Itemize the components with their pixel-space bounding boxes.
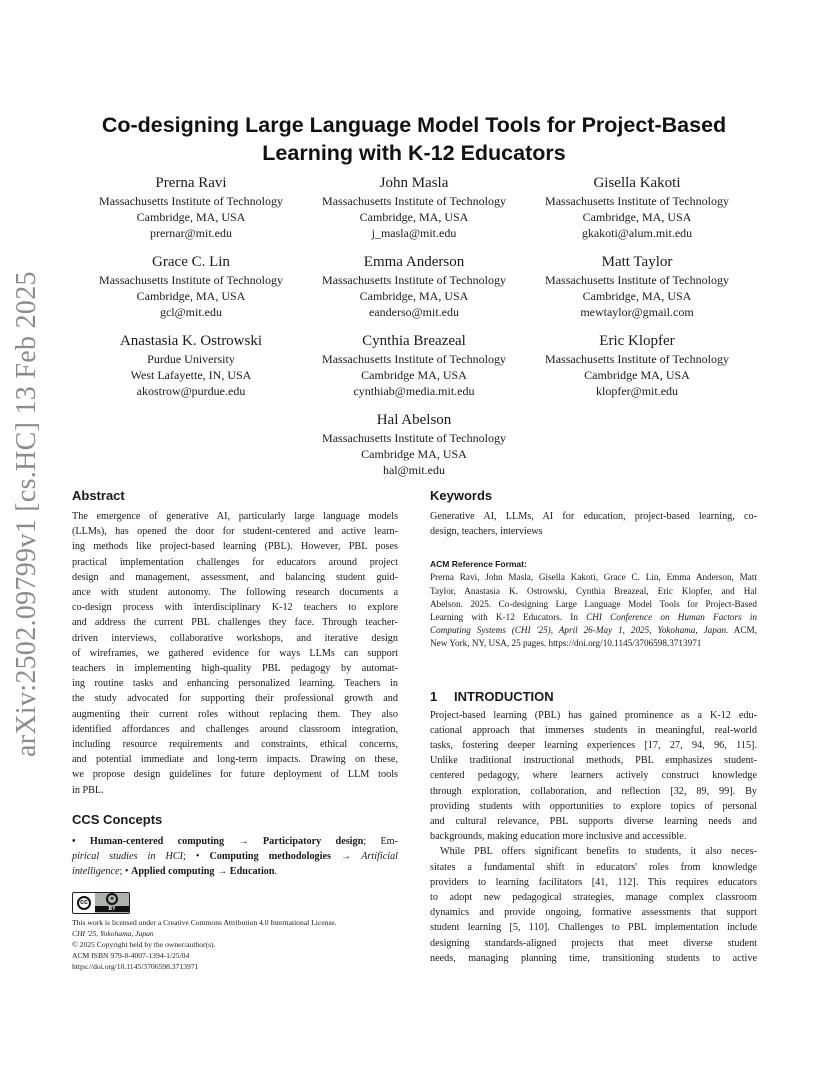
acm-ref-venue: CHI Conference on Human Factors in [586,612,757,623]
ccs-separator: ; • [183,851,210,863]
author-location: Cambridge, MA, USA [359,289,469,303]
author-email[interactable]: cynthiab@media.mit.edu [353,384,475,398]
abstract-line: The emergence of generative AI, particularly large language models [72,511,398,522]
abstract-line: and potential immediate and long-term impacts. Drawing on these, [72,754,398,766]
acm-ref-line: Prerna Ravi, John Masla, Gisella Kakoti, Grace C. Lin, Emma Anderson, Matt [430,572,757,583]
intro-line: dynamics and provide ongoing, formative assessments that support [430,907,757,919]
author-block [304,252,524,320]
author-affiliation: Massachusetts Institute of Technology [545,352,729,366]
author-location: Cambridge, MA, USA [136,210,246,224]
ccs-concept: Computing methodologies → [209,851,362,863]
author-email[interactable]: gcl@mit.edu [159,305,223,319]
author-location: Cambridge, MA, USA [136,289,246,303]
intro-line: through exploration, collaboration, and reflection [32, 89, 99]. By [430,785,757,797]
abstract-line: (LLMs), has opened the door for student-centered and active learn- [72,526,398,538]
author-affiliation: Massachusetts Institute of Technology [545,273,729,287]
intro-line: sitates a fundamental shift in educators' roles from knowledge [430,861,757,873]
cc-license-badge[interactable] [72,891,398,914]
intro-line: providers to learning facilitators [41, 112]. This requires educators [430,876,757,888]
author-block [527,252,747,320]
keywords-line: Generative AI, LLMs, AI for education, project-based learning, co- [430,511,757,522]
acm-ref-venue: Computing Systems (CHI '25), April 26-May 1, 2025, Yokohama, Japan. [430,625,729,636]
acm-ref-line: ACM, [728,625,757,636]
author-location: Cambridge MA, USA [361,447,467,461]
right-column [430,488,757,966]
ccs-concept: Artificial [361,851,398,863]
abstract-line: ance with student autonomy. The following research documents a [72,587,398,599]
author-name: Emma Anderson [363,254,465,270]
author-affiliation: Massachusetts Institute of Technology [322,352,506,366]
intro-line: centered pedagogy, where learners actively construct knowledge [430,770,757,782]
author-affiliation: Massachusetts Institute of Technology [545,194,729,208]
section-title: INTRODUCTION [454,688,554,704]
author-location: Cambridge, MA, USA [582,210,692,224]
cc-icon: cc [77,896,91,910]
author-email[interactable]: akostrow@purdue.edu [136,384,246,398]
license-doi[interactable]: https://doi.org/10.1145/3706598.3713971 [72,961,199,971]
author-name: Gisella Kakoti [593,175,681,191]
author-name: Hal Abelson [376,412,452,428]
ccs-concept: Applied computing → Education [131,866,275,878]
intro-paragraph-1 [430,708,757,845]
abstract-line: driven interviews, collaborative workshops, and iterative design [72,632,398,644]
abstract-text [72,509,398,798]
author-email[interactable]: j_masla@mit.edu [371,226,457,240]
acm-ref-line: Taylor, Anastasia K. Ostrowski, Cynthia Breazeal, Eric Klopfer, and Hal [430,585,757,596]
intro-paragraph-2 [430,844,757,966]
abstract-line: design and management, assessment, and balancing student guid- [72,571,398,583]
author-block [527,173,747,241]
keywords-text [430,509,757,539]
author-name: Cynthia Breazeal [362,333,466,349]
keywords-line: design, teachers, interviews [430,526,543,538]
ccs-concept: • Human-centered computing → Participatory design [72,835,364,847]
abstract-line: augmenting their current roles without replacing them. They also [72,708,398,720]
intro-line: While PBL offers significant benefits to students, it also neces- [440,846,757,858]
license-line: © 2025 Copyright held by the owner/author(s). [72,939,216,949]
author-block [304,173,524,241]
acm-ref-line: Abelson. 2025. Co-designing Large Language Model Tools for Project-Based [430,598,757,609]
intro-line: to adopt new pedagogical strategies, manage complex classroom [430,892,757,904]
intro-line: providing students with opportunities to explore topics of personal [430,800,757,812]
license-line: ACM ISBN 979-8-4007-1394-1/25/04 [72,950,190,960]
abstract-line: and address the current PBL challenges they face. Through teacher- [72,617,398,629]
intro-line: backgrounds, making education more inclusive and accessible. [430,831,687,843]
author-block [81,173,301,241]
ccs-heading: CCS Concepts [72,811,163,827]
intro-line: Unlike traditional instructional methods, PBL emphasizes student- [430,755,757,767]
author-email[interactable]: mewtaylor@gmail.com [580,305,694,319]
license-venue: CHI '25, Yokohama, Japan [72,928,154,938]
intro-line: cational approach that immerses students in meaningful, real-world [430,724,757,736]
intro-line: Project-based learning (PBL) has gained prominence as a K-12 edu- [430,709,757,721]
author-block [81,252,301,320]
author-name: Matt Taylor [601,254,673,270]
abstract-line: practical implementation challenges for educators around project [72,556,398,568]
author-affiliation: Massachusetts Institute of Technology [99,194,283,208]
acm-ref-heading: ACM Reference Format: [430,559,527,570]
author-affiliation: Purdue University [147,352,235,366]
abstract-line: identified affordances and challenges around classroom integration, [72,723,398,735]
author-location: Cambridge MA, USA [361,368,467,382]
ccs-separator: ; Em- [363,835,398,847]
author-affiliation: Massachusetts Institute of Technology [322,273,506,287]
author-affiliation: Massachusetts Institute of Technology [322,431,506,445]
author-location: Cambridge MA, USA [584,368,690,382]
abstract-line: in PBL. [72,784,104,796]
author-name: Prerna Ravi [155,175,227,191]
intro-line: tasks, fostering deeper learning experiences [17, 27, 94, 96, 115]. [430,740,757,752]
acm-ref-line[interactable]: New York, NY, USA, 25 pages. https://doi.org/10.1145/3706598.3713971 [430,638,702,649]
abstract-line: the study advocated for supporting their professional growth and [72,693,398,705]
abstract-line: we propose design guidelines for future deployment of LLM tools [72,769,398,781]
author-email[interactable]: hal@mit.edu [382,463,446,477]
abstract-line: ing routine tasks and enhancing personalized learning. Teachers in [72,678,398,690]
license-line: This work is licensed under a Creative Commons Attribution 4.0 International License. [72,917,337,927]
intro-line: and cultural relevance, PBL supports diverse learning needs and [430,816,757,828]
abstract-line: teachers in implementing high-quality PBL pedagogy by automat- [72,663,398,675]
section-number: 1 [430,688,438,704]
intro-heading [430,689,757,704]
intro-line: designing standards-aligned projects that meet diverse student [430,937,757,949]
author-name: Anastasia K. Ostrowski [119,333,263,349]
paper-title [60,111,768,167]
author-name: Grace C. Lin [152,254,230,270]
arxiv-side-identifier: arXiv:2502.09799v1 [cs.HC] 13 Feb 2025 [11,271,42,757]
author-email[interactable]: prernar@mit.edu [149,226,233,240]
ccs-separator: ; • [119,866,132,878]
abstract-line: of wireframes, we gathered evidence for ways LLMs can support [72,647,398,659]
author-location: Cambridge, MA, USA [582,289,692,303]
intro-line: needs, managing planning time, transitioning students to active [430,952,757,964]
author-location: Cambridge, MA, USA [359,210,469,224]
author-affiliation: Massachusetts Institute of Technology [99,273,283,287]
author-email[interactable]: gkakoti@alum.mit.edu [581,226,693,240]
acm-ref-text [430,571,757,650]
author-email[interactable]: klopfer@mit.edu [595,384,679,398]
author-block [81,331,301,399]
author-block [304,410,524,478]
author-location: West Lafayette, IN, USA [130,368,252,382]
ccs-concept: pirical studies in HCI [72,851,183,863]
left-column [72,488,398,972]
intro-line: student learning [5, 110]. Challenges to PBL implementation include [430,922,757,934]
by-label: BY [95,906,129,912]
abstract-line: ing methods like project-based learning (PBL). However, PBL poses [72,541,398,553]
abstract-heading: Abstract [72,488,125,503]
person-icon: ● [106,893,118,905]
ccs-separator: . [274,866,278,878]
abstract-line: co-design process with interdisciplinary K-12 teachers to explore [72,602,398,614]
ccs-text [72,834,398,880]
author-name: Eric Klopfer [599,333,675,349]
keywords-heading: Keywords [430,488,493,503]
license-text [72,917,398,972]
title-line: Co-designing Large Language Model Tools for Project-Based [101,113,727,137]
acm-ref-line: Learning with K-12 Educators. In [430,612,587,623]
title-line: Learning with K-12 Educators [262,141,566,165]
abstract-line: including resource requirements and constraints, ethical concerns, [72,739,398,751]
author-affiliation: Massachusetts Institute of Technology [322,194,506,208]
author-email[interactable]: eanderso@mit.edu [368,305,460,319]
author-name: John Masla [379,175,449,191]
author-block [304,331,524,399]
author-block [527,331,747,399]
ccs-concept: intelligence [72,866,120,878]
